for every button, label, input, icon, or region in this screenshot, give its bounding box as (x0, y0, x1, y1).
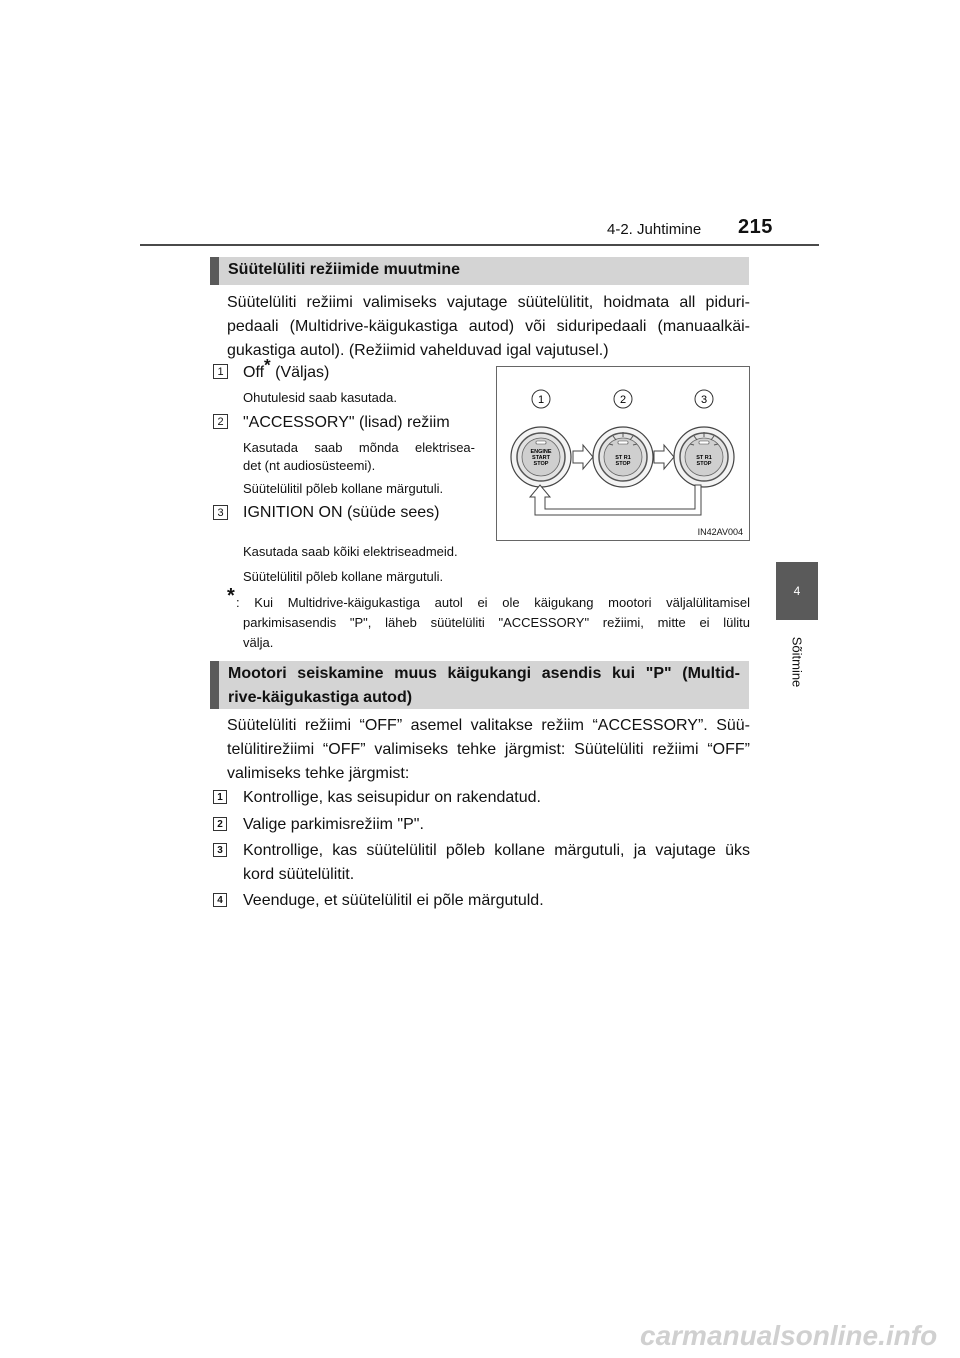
item-title: "ACCESSORY" (lisad) režiim (243, 414, 450, 431)
svg-text:STOP: STOP (533, 461, 549, 467)
svg-text:START: START (532, 455, 550, 461)
svg-text:ST R1: ST R1 (696, 455, 712, 461)
arrow-right-icon (573, 445, 593, 469)
step-text: Valige parkimisrežiim "P". (243, 816, 424, 833)
step-text: Kontrollige, kas seisupidur on rakendatud. (243, 789, 541, 806)
engine-button-accessory (593, 427, 653, 487)
arrow-right-icon (654, 445, 674, 469)
button-number-1 (532, 390, 550, 408)
svg-text:2: 2 (619, 394, 627, 406)
chapter-tab (776, 562, 818, 620)
item-title (243, 355, 330, 385)
svg-text:3: 3 (700, 394, 708, 406)
item-description-line: Kasutada saab mõnda elektrisea- (243, 440, 475, 455)
intro-paragraph (227, 714, 750, 786)
section-heading-line: Mootori seiskamine muus käigukangi asendis kui "P" (Multid- (228, 665, 740, 682)
svg-text:ST R1: ST R1 (615, 455, 631, 461)
ignition-diagram (497, 367, 749, 540)
button-number-2 (614, 390, 632, 408)
intro-line: Süütelüliti režiimi “OFF” asemel valitakse režiim “ACCESSORY”. Süü- (227, 717, 750, 734)
section-heading (210, 257, 749, 285)
step-marker: 1 (213, 790, 227, 804)
step-marker: 3 (213, 843, 227, 857)
item-title: IGNITION ON (süüde sees) (243, 504, 440, 521)
item-description: Kasutada saab kõiki elektriseadmeid. (243, 544, 458, 559)
step-text-line: kord süütelülitit. (243, 866, 355, 883)
chapter-label: Sõitmine (789, 636, 805, 688)
svg-text:ENGINE: ENGINE (530, 449, 552, 455)
section-heading-text: Süütelüliti režiimide muutmine (228, 261, 461, 278)
svg-text:STOP: STOP (696, 461, 712, 467)
footnote-line: : Kui Multidrive-käigukastiga autol ei ole käigukang mootori väljalülitamisel (236, 595, 750, 610)
item-description: Süütelülitil põleb kollane märgutuli. (243, 569, 444, 584)
chapter-label-box (770, 632, 824, 692)
step-marker: 4 (213, 893, 227, 907)
intro-line: valimiseks tehke järgmist: (227, 765, 410, 782)
footnote-star: * (227, 585, 235, 607)
engine-button-off (511, 427, 571, 487)
watermark: carmanualsonline.info (640, 1320, 938, 1351)
footnote-star: * (264, 355, 271, 375)
intro-line: telülitirežiimi “OFF” valimiseks tehke järgmist: Süütelüliti režiimi “OFF” (227, 741, 750, 758)
chapter-number: 4 (793, 584, 801, 598)
item-marker: 1 (213, 364, 228, 379)
figure-code: IN42AV004 (697, 527, 743, 537)
svg-text:1: 1 (537, 394, 545, 406)
step-text: Veenduge, et süütelülitil ei põle märgutuld. (243, 892, 544, 909)
item-marker: 2 (213, 414, 228, 429)
engine-button-ignition-on (674, 427, 734, 487)
item-title-suffix: (Väljas) (270, 364, 330, 381)
intro-paragraph (227, 291, 750, 363)
page-number: 215 (738, 216, 773, 238)
step-marker: 2 (213, 817, 227, 831)
section-heading-line: rive-käigukastiga autod) (228, 689, 413, 706)
ignition-mode-figure (496, 366, 750, 541)
item-description-line: det (nt audiosüsteemi). (243, 458, 376, 473)
intro-line: pedaali (Multidrive-käigukastiga autod) või siduripedaali (manuaalkäi- (227, 318, 750, 335)
intro-line: Süütelüliti režiimi valimiseks vajutage süütelülitit, hoidmata all piduri- (227, 294, 750, 311)
item-marker: 3 (213, 505, 228, 520)
footnote-line: välja. (243, 635, 274, 650)
intro-line: gukastiga autol). (Režiimid vahelduvad igal vajutusel.) (227, 342, 609, 359)
section-title: 4-2. Juhtimine (607, 221, 702, 238)
footnote (236, 593, 750, 653)
item-description: Süütelülitil põleb kollane märgutuli. (243, 481, 444, 496)
item-description (243, 439, 475, 475)
button-number-3 (695, 390, 713, 408)
section-heading (210, 661, 749, 709)
step-text (243, 839, 750, 887)
svg-text:STOP: STOP (615, 461, 631, 467)
item-title-prefix: Off (243, 364, 265, 381)
return-arrow-icon (530, 485, 701, 515)
item-description: Ohutulesid saab kasutada. (243, 390, 397, 405)
footnote-line: parkimisasendis "P", läheb süütelüliti "ACCESSORY" režiimi, mitte ei lülitu (243, 615, 750, 630)
header-rule (140, 244, 819, 246)
step-text-line: Kontrollige, kas süütelülitil põleb kollane märgutuli, ja vajutage üks (243, 842, 750, 859)
